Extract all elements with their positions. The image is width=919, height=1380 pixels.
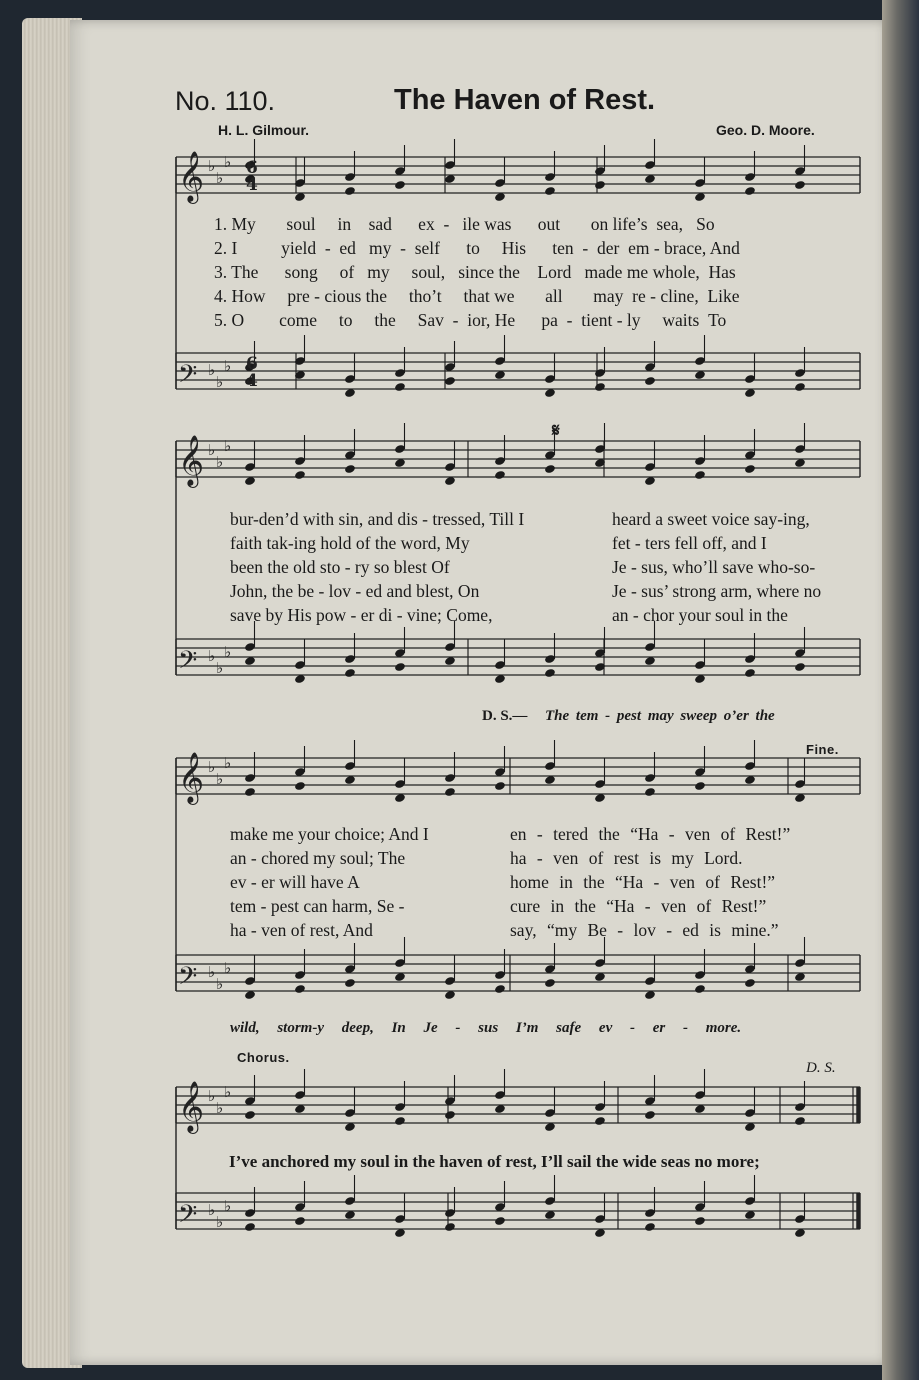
flat-sign: ♭ xyxy=(216,373,224,391)
note-head xyxy=(294,1216,306,1226)
time-signature-top: 6 xyxy=(246,158,258,178)
note-head xyxy=(694,984,706,994)
bass-clef: 𝄢 xyxy=(178,646,198,681)
flat-sign: ♭ xyxy=(224,959,232,977)
hymn-number: No. 110. xyxy=(175,86,276,116)
fine-mark: Fine. xyxy=(806,742,839,757)
note-head xyxy=(544,186,556,196)
note-head xyxy=(694,470,706,480)
note-head xyxy=(744,668,756,678)
note-head xyxy=(794,382,806,392)
verse-2-line-1: 2. I yield - ed my - self to His ten - der em - brace, And xyxy=(214,238,740,258)
flat-sign: ♭ xyxy=(208,1087,216,1105)
ds-end-mark: D. S. xyxy=(806,1060,836,1076)
note-head xyxy=(394,1116,406,1126)
flat-sign: ♭ xyxy=(224,643,232,661)
note-head xyxy=(444,787,456,797)
verse-2-line-3: an - chored my soul; The xyxy=(230,848,406,868)
verse-1-line-3b: en - tered the “Ha - ven of Rest!” xyxy=(510,824,791,844)
flat-sign: ♭ xyxy=(208,647,216,665)
flat-sign: ♭ xyxy=(224,1197,232,1215)
time-signature-top: 6 xyxy=(246,354,258,374)
verse-5-line-3b: say, “my Be - lov - ed is mine.” xyxy=(510,920,779,940)
chorus-lyric: I’ve anchored my soul in the haven of rest, I’ll sail the wide seas no more; xyxy=(229,1152,760,1171)
verse-5-line-2b: an - chor your soul in the xyxy=(612,605,788,625)
note-head xyxy=(794,662,806,672)
hymn-title: The Haven of Rest. xyxy=(394,84,656,116)
note-head xyxy=(344,464,356,474)
composer-credit: Geo. D. Moore. xyxy=(716,122,815,138)
note-head xyxy=(394,662,406,672)
ds-label: D. S.— xyxy=(482,708,528,724)
treble-clef: 𝄞 xyxy=(178,1081,205,1132)
bass-clef: 𝄢 xyxy=(178,1200,198,1235)
flat-sign: ♭ xyxy=(216,169,224,187)
flat-sign: ♭ xyxy=(208,1201,216,1219)
note-head xyxy=(644,1222,656,1232)
chorus-label: Chorus. xyxy=(237,1050,290,1065)
verse-2-line-2b: fet - ters fell off, and I xyxy=(612,533,767,553)
note-head xyxy=(544,668,556,678)
note-head xyxy=(244,787,256,797)
verse-4-line-2b: Je - sus’ strong arm, where no xyxy=(612,581,822,601)
note-head xyxy=(694,1216,706,1226)
treble-clef: 𝄞 xyxy=(178,752,205,803)
note-head xyxy=(594,180,606,190)
verse-1-line-2b: heard a sweet voice say-ing, xyxy=(612,509,810,529)
bass-clef: 𝄢 xyxy=(178,962,198,997)
verse-5-line-2: save by His pow - er di - vine; Come, xyxy=(230,605,493,625)
note-head xyxy=(644,787,656,797)
note-head xyxy=(294,470,306,480)
time-signature-bottom: 4 xyxy=(246,175,258,195)
note-head xyxy=(544,464,556,474)
note-head xyxy=(494,984,506,994)
flat-sign: ♭ xyxy=(224,437,232,455)
flat-sign: ♭ xyxy=(224,754,232,772)
ds-refrain-text: The tem - pest may sweep o’er the xyxy=(545,708,775,724)
note-head xyxy=(794,1116,806,1126)
flat-sign: ♭ xyxy=(224,357,232,375)
note-head xyxy=(444,376,456,386)
flat-sign: ♭ xyxy=(216,659,224,677)
note-head xyxy=(494,1216,506,1226)
flat-sign: ♭ xyxy=(216,453,224,471)
flat-sign: ♭ xyxy=(208,157,216,175)
verse-1-line-1: 1. My soul in sad ex - ile was out on life’s sea, So xyxy=(214,214,715,234)
note-head xyxy=(644,1110,656,1120)
note-head xyxy=(744,464,756,474)
note-head xyxy=(294,984,306,994)
verse-1-line-2: bur-den’d with sin, and dis - tressed, Till I xyxy=(230,509,525,529)
note-head xyxy=(294,781,306,791)
segno-mark: 𝄋 xyxy=(552,420,561,440)
verse-5-line-1: 5. O come to the Sav - ior, He pa - tient - ly waits To xyxy=(214,310,727,330)
verse-2-line-2: faith tak-ing hold of the word, My xyxy=(230,533,470,553)
verse-3-line-1: 3. The song of my soul, since the Lord made me whole, Has xyxy=(214,262,736,282)
note-head xyxy=(344,668,356,678)
verse-2-line-3b: ha - ven of rest is my Lord. xyxy=(510,848,743,868)
flat-sign: ♭ xyxy=(208,963,216,981)
flat-sign: ♭ xyxy=(224,1083,232,1101)
note-head xyxy=(244,1110,256,1120)
flat-sign: ♭ xyxy=(224,153,232,171)
note-head xyxy=(694,781,706,791)
note-head xyxy=(544,978,556,988)
note-head xyxy=(494,470,506,480)
note-head xyxy=(344,186,356,196)
verse-4-line-3b: cure in the “Ha - ven of Rest!” xyxy=(510,896,767,916)
note-head xyxy=(644,376,656,386)
lyricist-credit: H. L. Gilmour. xyxy=(218,122,310,138)
note-head xyxy=(794,180,806,190)
flat-sign: ♭ xyxy=(216,975,224,993)
note-head xyxy=(494,781,506,791)
note-head xyxy=(744,978,756,988)
verse-4-line-1: 4. How pre - cious the tho’t that we all may re - cline, Like xyxy=(214,286,740,306)
note-head xyxy=(394,180,406,190)
treble-clef: 𝄞 xyxy=(178,151,205,202)
time-signature-bottom: 4 xyxy=(246,371,258,391)
note-head xyxy=(594,1116,606,1126)
note-head xyxy=(394,382,406,392)
flat-sign: ♭ xyxy=(216,1099,224,1117)
flat-sign: ♭ xyxy=(208,441,216,459)
bass-clef: 𝄢 xyxy=(178,360,198,395)
treble-clef: 𝄞 xyxy=(178,435,205,486)
note-head xyxy=(344,978,356,988)
flat-sign: ♭ xyxy=(208,758,216,776)
verse-3-line-2: been the old sto - ry so blest Of xyxy=(230,557,450,577)
flat-sign: ♭ xyxy=(208,361,216,379)
verse-4-line-2: John, the be - lov - ed and blest, On xyxy=(230,581,480,601)
verse-3-line-3b: home in the “Ha - ven of Rest!” xyxy=(510,872,776,892)
verse-5-line-3: ha - ven of rest, And xyxy=(230,920,373,940)
note-head xyxy=(594,382,606,392)
verse-4-line-3: tem - pest can harm, Se - xyxy=(230,896,405,916)
note-head xyxy=(744,186,756,196)
verse-1-line-3: make me your choice; And I xyxy=(230,824,429,844)
note-head xyxy=(444,1222,456,1232)
note-head xyxy=(444,1110,456,1120)
flat-sign: ♭ xyxy=(216,770,224,788)
verse-3-line-3: ev - er will have A xyxy=(230,872,360,892)
note-head xyxy=(244,1222,256,1232)
flat-sign: ♭ xyxy=(216,1213,224,1231)
verse-3-line-2b: Je - sus, who’ll save who-so- xyxy=(612,557,816,577)
ds-refrain-text-2: wild, storm-y deep, In Je - sus I’m safe ev - er - more. xyxy=(230,1020,742,1036)
